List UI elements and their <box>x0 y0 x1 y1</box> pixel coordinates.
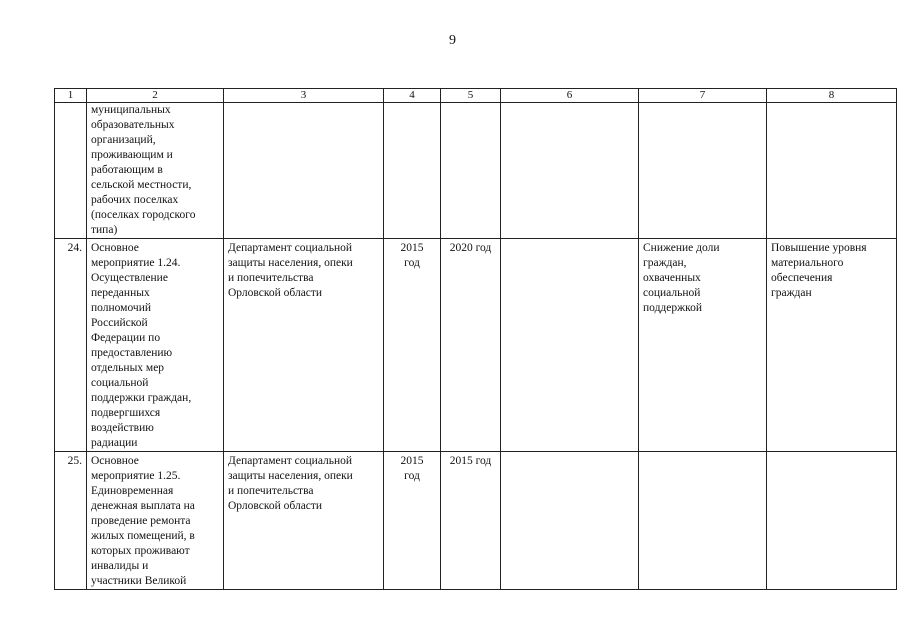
column-header: 8 <box>767 89 897 103</box>
responsible-cell <box>224 452 384 590</box>
cell-text-line: поддержки граждан, <box>91 392 192 404</box>
cell-text-line: граждан <box>771 287 812 299</box>
cell-text-line: которых проживают <box>91 545 190 557</box>
cell-text-line: типа) <box>91 224 118 236</box>
cell-text-line: подвергшихся <box>91 407 161 419</box>
cell-text-line: Основное <box>91 455 139 467</box>
column-header: 4 <box>384 89 441 103</box>
cell-text-line: (поселках городского <box>91 209 196 221</box>
cell-text-line: предоставлению <box>91 347 173 359</box>
cell-text-line: образовательных <box>91 119 175 131</box>
cell-text-line: материального <box>771 257 844 269</box>
cell-text-line: защиты населения, опеки <box>228 470 353 482</box>
column-header: 5 <box>441 89 501 103</box>
cell-text-line: Орловской области <box>228 287 323 299</box>
cell-text-line: охваченных <box>643 272 701 284</box>
measure-name-cell <box>87 103 224 239</box>
cell-text-line: участники Великой <box>91 575 187 587</box>
cell-text-line: и попечительства <box>228 272 314 284</box>
column-header: 3 <box>224 89 384 103</box>
result-cell <box>639 239 767 452</box>
cell-text-line: поддержкой <box>643 302 702 314</box>
cell-text-line: инвалиды и <box>91 560 149 572</box>
cell-text-line: радиации <box>91 437 138 449</box>
cell-text-line: 2015 <box>400 242 424 254</box>
cell-text-line: Российской <box>91 317 148 329</box>
table-row <box>55 103 897 239</box>
cell-text-line: год <box>404 257 420 269</box>
start-year-cell <box>384 239 441 452</box>
column-header: 2 <box>87 89 224 103</box>
cell-text-line: сельской местности, <box>91 179 192 191</box>
column-6-cell <box>501 239 639 452</box>
effect-cell <box>767 452 897 590</box>
cell-text-line: Департамент социальной <box>228 455 353 467</box>
cell-text-line: Федерации по <box>91 332 161 344</box>
cell-text-line: мероприятие 1.24. <box>91 257 181 269</box>
column-header: 6 <box>501 89 639 103</box>
cell-text-line: 2015 <box>400 455 424 467</box>
cell-text-line: граждан, <box>643 257 687 269</box>
row-number-cell: 25. <box>55 452 87 590</box>
effect-cell <box>767 103 897 239</box>
row-number-cell <box>55 103 87 239</box>
cell-text-line: обеспечения <box>771 272 833 284</box>
measure-name-cell <box>87 239 224 452</box>
cell-text-line: проживающим и <box>91 149 173 161</box>
end-year-cell: 2015 год <box>441 452 501 590</box>
end-year-cell <box>441 103 501 239</box>
cell-text-line: Повышение уровня <box>771 242 867 254</box>
table-row <box>55 452 897 590</box>
cell-text-line: организаций, <box>91 134 156 146</box>
cell-text-line: Департамент социальной <box>228 242 353 254</box>
start-year-cell <box>384 452 441 590</box>
cell-text-line: воздействию <box>91 422 154 434</box>
column-6-cell <box>501 452 639 590</box>
cell-text-line: и попечительства <box>228 485 314 497</box>
cell-text-line: муниципальных <box>91 104 171 116</box>
cell-text-line: Снижение доли <box>643 242 720 254</box>
cell-text-line: Осуществление <box>91 272 168 284</box>
start-year-cell <box>384 103 441 239</box>
cell-text-line: социальной <box>643 287 701 299</box>
end-year-cell: 2020 год <box>441 239 501 452</box>
cell-text-line: полномочий <box>91 302 151 314</box>
cell-text-line: работающим в <box>91 164 163 176</box>
column-header: 1 <box>55 89 87 103</box>
table-row <box>55 239 897 452</box>
cell-text-line: рабочих поселках <box>91 194 179 206</box>
cell-text-line: Единовременная <box>91 485 174 497</box>
cell-text-line: отдельных мер <box>91 362 165 374</box>
result-cell <box>639 103 767 239</box>
column-header: 7 <box>639 89 767 103</box>
cell-text-line: Основное <box>91 242 139 254</box>
effect-cell <box>767 239 897 452</box>
cell-text-line: защиты населения, опеки <box>228 257 353 269</box>
page-number: 9 <box>449 33 456 48</box>
cell-text-line: Орловской области <box>228 500 323 512</box>
cell-text-line: переданных <box>91 287 150 299</box>
cell-text-line: жилых помещений, в <box>91 530 195 542</box>
responsible-cell <box>224 239 384 452</box>
measures-table <box>54 88 897 590</box>
measure-name-cell <box>87 452 224 590</box>
cell-text-line: социальной <box>91 377 149 389</box>
cell-text-line: мероприятие 1.25. <box>91 470 181 482</box>
cell-text-line: год <box>404 470 420 482</box>
cell-text-line: денежная выплата на <box>91 500 195 512</box>
cell-text-line: проведение ремонта <box>91 515 191 527</box>
column-6-cell <box>501 103 639 239</box>
column-number-header <box>55 89 897 103</box>
responsible-cell <box>224 103 384 239</box>
row-number-cell: 24. <box>55 239 87 452</box>
result-cell <box>639 452 767 590</box>
